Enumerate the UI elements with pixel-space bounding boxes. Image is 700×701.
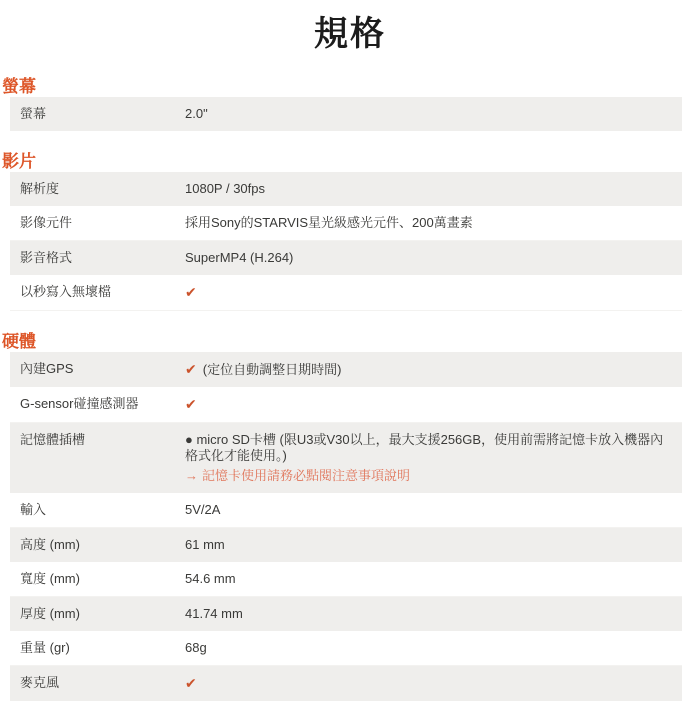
spec-row-value-text: 41.74 mm: [185, 606, 243, 621]
spec-row-label: 螢幕: [20, 106, 47, 121]
arrow-icon: →: [185, 468, 198, 483]
spec-row-value: [185, 640, 672, 656]
check-icon: ✔: [185, 675, 197, 691]
spec-row: [10, 528, 682, 562]
spec-row-value-text: (定位自動調整日期時間): [202, 362, 342, 377]
memory-card-notice-link[interactable]: [185, 468, 672, 484]
spec-row: [10, 562, 682, 597]
spec-row-value: [185, 432, 672, 484]
spec-row-value: [185, 502, 672, 518]
spec-row: [10, 387, 682, 423]
check-icon: ✔: [185, 284, 197, 300]
spec-row-value: [185, 396, 672, 413]
spec-row-value: [185, 675, 672, 692]
spec-row-value-text: 54.6 mm: [185, 571, 236, 586]
spec-row-label: 以秒寫入無壞檔: [20, 284, 112, 299]
spec-row-label: 影像元件: [20, 215, 73, 230]
spec-row-value-text: SuperMP4 (H.264): [185, 250, 294, 265]
spec-row-label: 重量 (gr): [20, 640, 70, 655]
spec-row-value-text: 1080P / 30fps: [185, 181, 265, 196]
spec-row-value: [185, 571, 672, 587]
spec-row-value-text: 68g: [185, 640, 207, 655]
spec-row-value-text: 5V/2A: [185, 502, 221, 517]
spec-row: [10, 241, 682, 275]
spec-row-label: 麥克風: [20, 675, 60, 690]
spec-table: [10, 172, 682, 311]
section-heading: 影片: [2, 152, 36, 171]
spec-row-label: 影音格式: [20, 250, 73, 265]
spec-row-value-text: ● micro SD卡槽 (限U3或V30以上，最大支援256GB，使用前需將記憶卡放入機器內格式化才能使用。): [185, 432, 664, 463]
page-title: 規格: [314, 15, 386, 53]
section-heading: 螢幕: [2, 77, 36, 96]
spec-row: [10, 172, 682, 206]
memory-card-notice-link-text: 記憶卡使用請務必點閱注意事項說明: [202, 468, 411, 483]
spec-row-value: [185, 181, 672, 197]
spec-row-label: 內建GPS: [20, 361, 74, 376]
check-icon: ✔: [185, 361, 197, 377]
spec-row-value: [185, 606, 672, 622]
spec-row-label: 高度 (mm): [20, 537, 80, 552]
spec-row-label: G-sensor碰撞感測器: [20, 396, 139, 411]
spec-sections: [2, 76, 698, 701]
spec-table: [10, 97, 682, 131]
spec-row: [10, 206, 682, 241]
spec-row-label: 寬度 (mm): [20, 571, 80, 586]
spec-row-value: [185, 106, 672, 122]
check-icon: ✔: [185, 396, 197, 412]
spec-row: [10, 666, 682, 701]
spec-row-value: [185, 215, 672, 231]
spec-row: [10, 631, 682, 666]
spec-row-label: 厚度 (mm): [20, 606, 80, 621]
spec-row: [10, 352, 682, 387]
spec-row-value: [185, 250, 672, 266]
spec-row: [10, 275, 682, 311]
spec-row-value: [185, 361, 672, 378]
spec-row-value-text: 採用Sony的STARVIS星光級感光元件、200萬畫素: [185, 215, 473, 230]
spec-row-value-text: 2.0": [185, 106, 208, 121]
spec-row-value: [185, 284, 672, 301]
spec-row: [10, 597, 682, 631]
spec-row: [10, 423, 682, 493]
spec-row-value-text: 61 mm: [185, 537, 225, 552]
spec-row-label: 輸入: [20, 502, 47, 517]
spec-table: [10, 352, 682, 701]
spec-row-label: 記憶體插槽: [20, 432, 86, 447]
spec-row: [10, 97, 682, 131]
section-heading: 硬體: [2, 332, 36, 351]
spec-row: [10, 493, 682, 528]
spec-row-label: 解析度: [20, 181, 60, 196]
spec-row-value: [185, 537, 672, 553]
